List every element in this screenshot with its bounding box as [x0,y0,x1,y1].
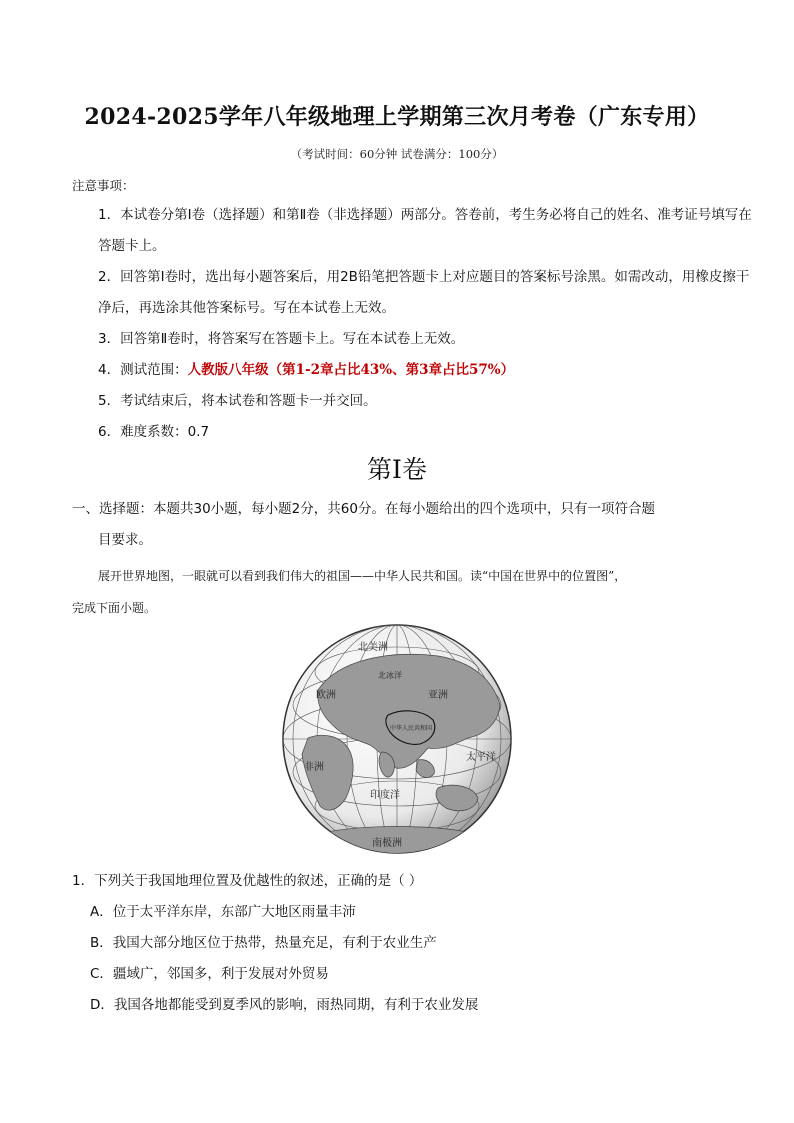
section-instruction-line2: 目要求。 [98,532,152,548]
notes-item-2: 2．回答第Ⅰ卷时，选出每小题答案后，用2B铅笔把答题卡上对应题目的答案标号涂黑。如需改动，用橡皮擦干净后，再选涂其他答案标号。写在本试卷上无效。 [98,269,750,316]
globe-svg [278,620,516,858]
notes-item-5: 5．考试结束后，将本试卷和答题卡一并交回。 [98,393,377,409]
notes-item-1: 1．本试卷分第Ⅰ卷（选择题）和第Ⅱ卷（非选择题）两部分。答卷前，考生务必将自己的姓名、准考证号填写在答题卡上。 [98,207,752,254]
label-africa: 非洲 [304,762,324,773]
label-europe: 欧洲 [316,690,336,701]
label-north-america: 北美洲 [358,642,388,653]
notes-item-3: 3．回答第Ⅱ卷时，将答案写在答题卡上。写在本试卷上无效。 [98,331,465,347]
question-1 [72,866,732,1021]
section-title: 第Ⅰ卷 [367,455,427,484]
notes-item-4-prefix: 4．测试范围： [98,362,188,378]
exam-subtitle: （考试时间：60分钟 试卷满分：100分） [290,147,504,161]
question-1-option-d[interactable]: D．我国各地都能受到夏季风的影响，雨热同期，有利于农业发展 [90,997,479,1013]
material-intro-line2: 完成下面小题。 [72,601,157,615]
notes-item-4-scope: 人教版八年级（第1-2章占比43%、第3章占比57%） [187,362,515,378]
label-antarctica: 南极洲 [372,838,402,849]
section-instruction-line1: 一、选择题：本题共30小题，每小题2分，共60分。在每小题给出的四个选项中，只有一项符合题 [72,501,655,517]
label-asia: 亚洲 [428,690,448,701]
exam-title: 2024-2025学年八年级地理上学期第三次月考卷（广东专用） [84,104,710,130]
question-1-option-c[interactable]: C．疆域广，邻国多，利于发展对外贸易 [90,966,329,982]
question-1-option-a[interactable]: A．位于太平洋东岸，东部广大地区雨量丰沛 [90,904,356,920]
material-intro-line1: 展开世界地图，一眼就可以看到我们伟大的祖国——中华人民共和国。读“中国在世界中的位置图”， [98,569,627,583]
label-indian-ocean: 印度洋 [370,790,400,801]
label-china: 中华人民共和国 [390,725,433,732]
notes-item-4 [72,355,758,386]
notes-heading: 注意事项： [72,178,135,193]
question-1-stem: 1．下列关于我国地理位置及优越性的叙述，正确的是（ ） [72,873,423,889]
notes-item-6: 6．难度系数：0.7 [98,424,210,440]
section-instruction [72,494,732,556]
label-arctic: 北冰洋 [378,671,402,680]
material-intro [72,560,732,624]
globe-map [278,620,516,858]
label-pacific: 太平洋 [466,752,496,763]
question-1-option-b[interactable]: B．我国大部分地区位于热带，热量充足，有利于农业生产 [90,935,437,951]
